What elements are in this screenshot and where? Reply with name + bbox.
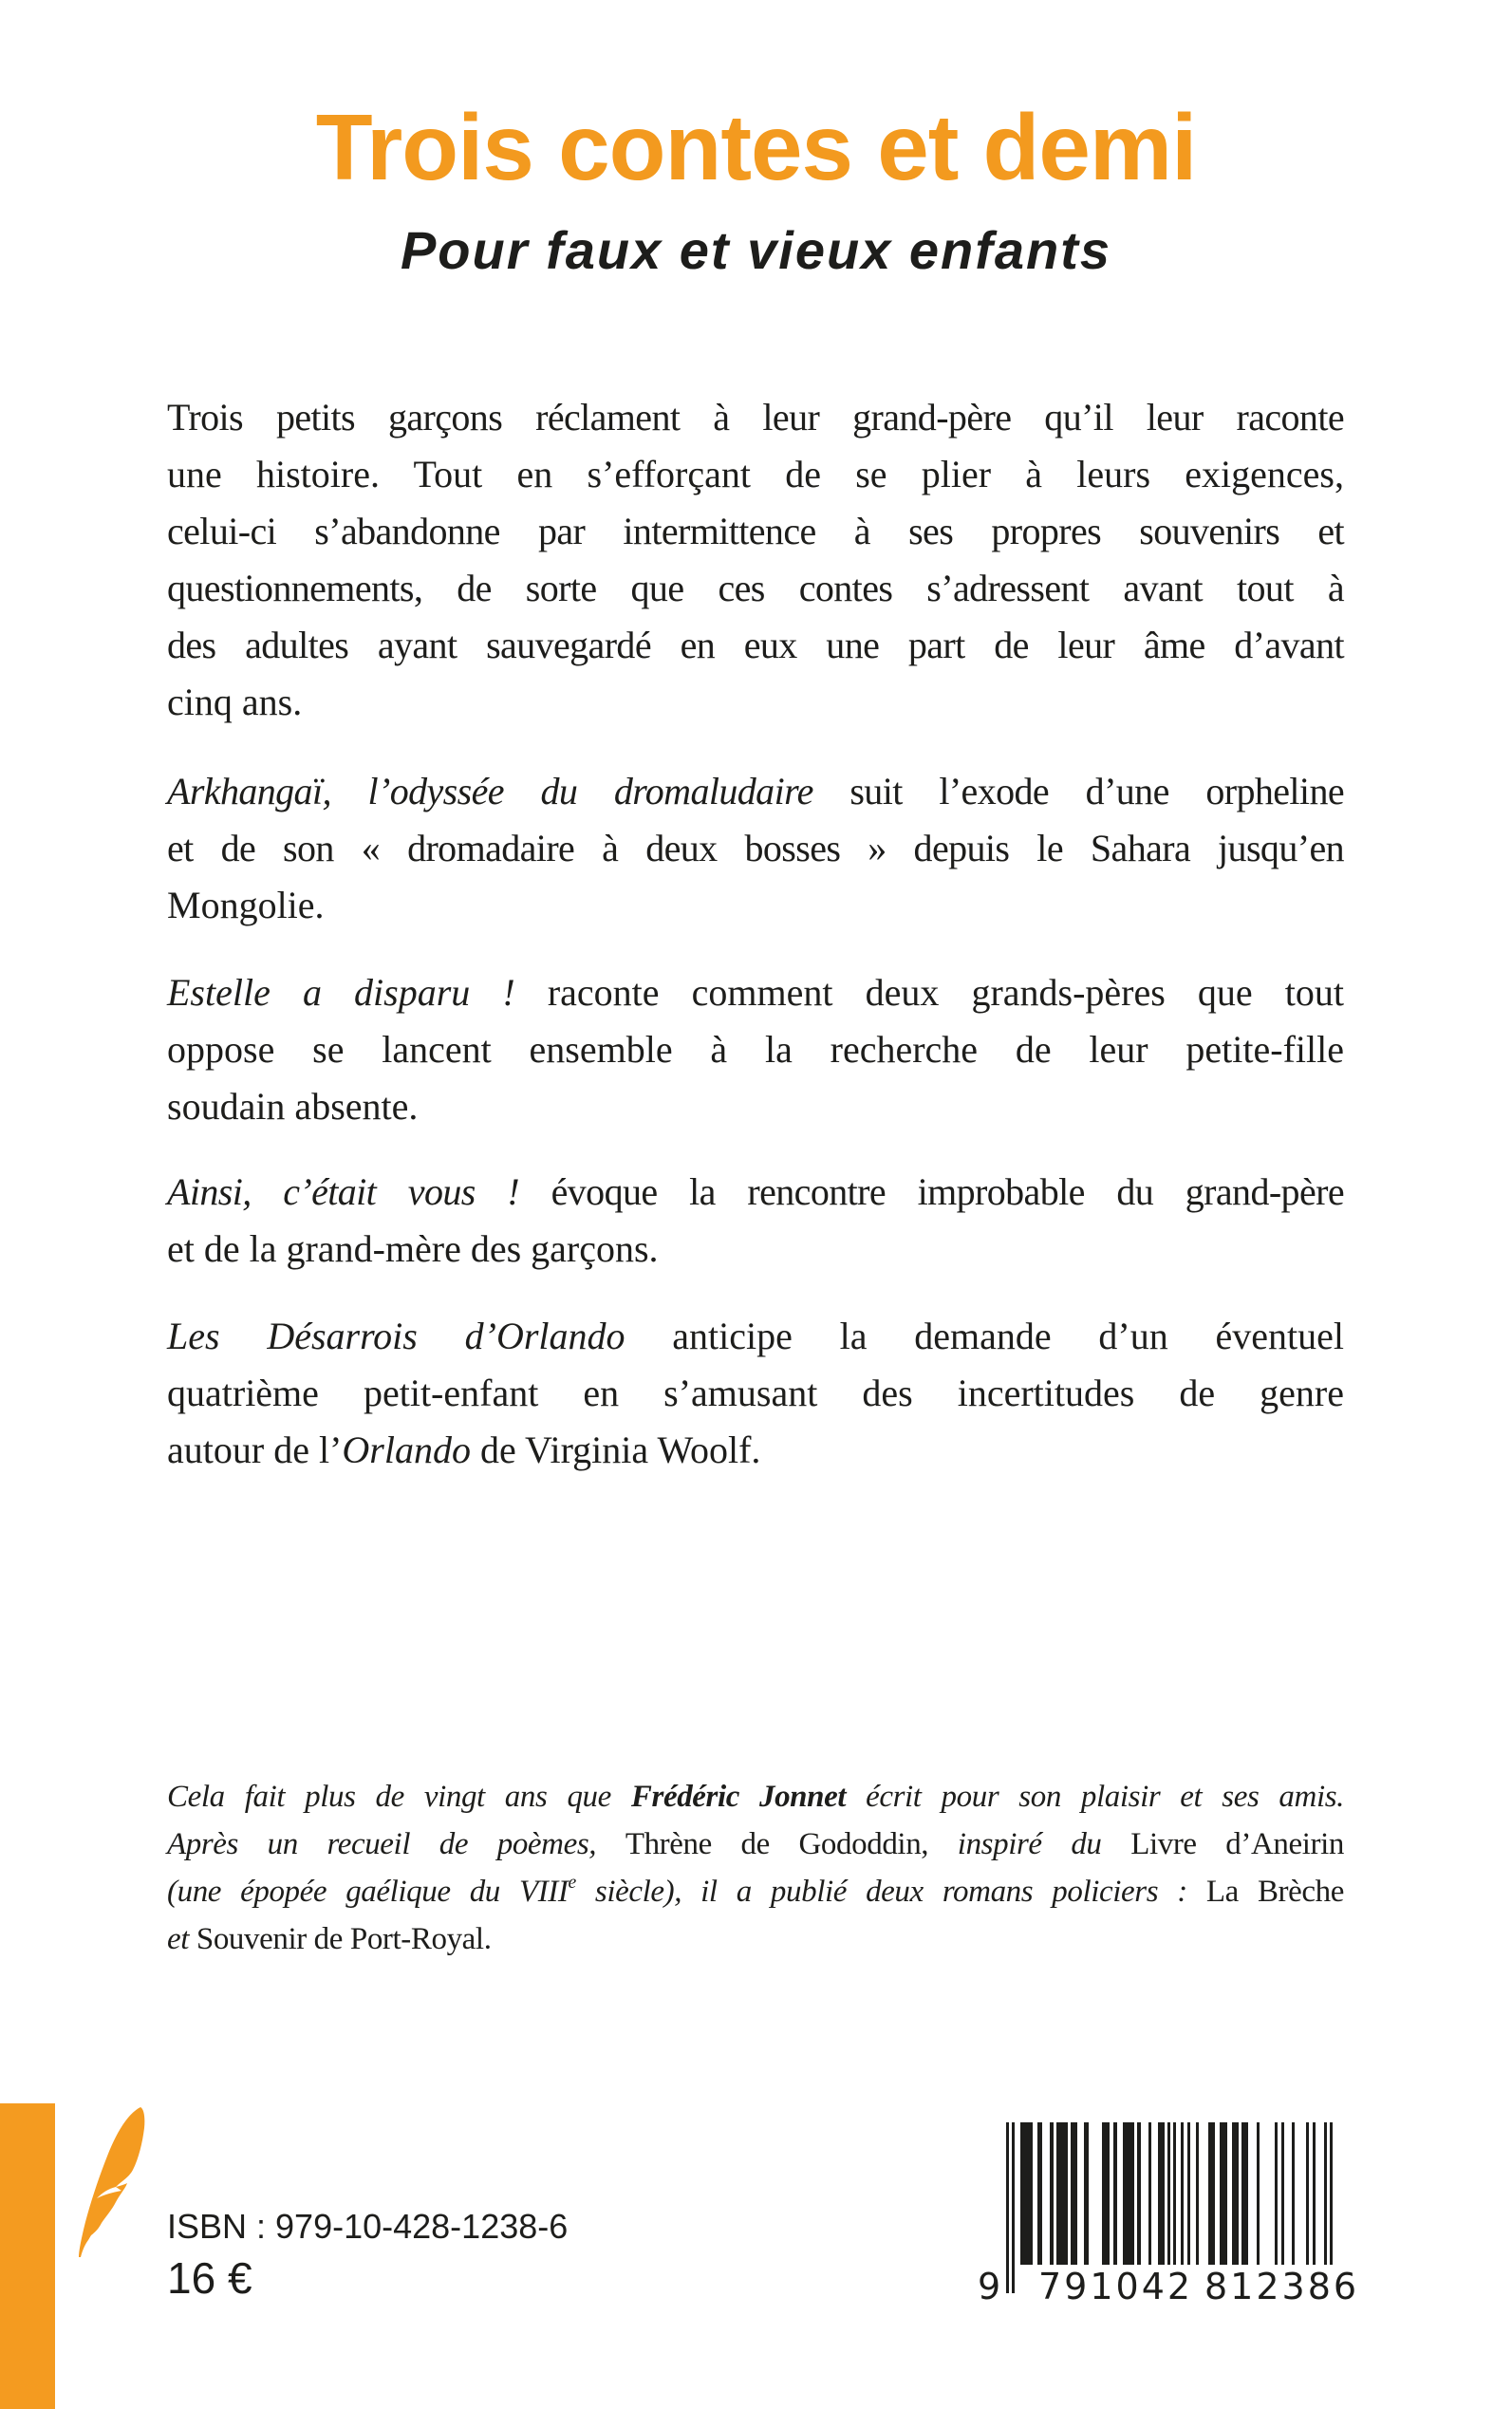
text-line: et Souvenir de Port-Royal. <box>167 1922 492 1956</box>
tale-title: Estelle a disparu ! <box>167 971 515 1014</box>
text-line: quatrième petit-enfant en s’amusant des incertitudes de genre <box>167 1372 1344 1414</box>
barcode-digits <box>970 2265 1360 2308</box>
text-line: et de la grand-mère des garçons. <box>167 1227 659 1270</box>
barcode-left-digits: 791042 <box>1038 2266 1194 2307</box>
text-line: oppose se lancent ensemble à la recherche de leur petite-fille <box>167 1028 1344 1071</box>
author-bio <box>167 1773 1344 1963</box>
tale-title: Ainsi, c’était vous ! <box>167 1170 520 1213</box>
tale-orlando <box>167 1308 1344 1479</box>
orange-accent-bar <box>0 2103 55 2409</box>
author-name: Frédéric Jonnet <box>630 1780 847 1814</box>
text-line: des adultes ayant sauvegardé en eux une part de leur âme d’avant <box>167 624 1344 666</box>
tale-estelle <box>167 964 1344 1135</box>
text-line: Après un recueil de poèmes, Thrène de Gododdin, inspiré du Livre d’Aneirin <box>167 1827 1344 1861</box>
price-label: 16 € <box>167 2253 252 2303</box>
book-subtitle: Pour faux et vieux enfants <box>400 220 1112 280</box>
feather-icon <box>72 2101 150 2259</box>
text-line: celui-ci s’abandonne par intermittence à ses propres souvenirs et <box>167 510 1344 552</box>
text-line: Arkhangaï, l’odyssée du dromaludaire suit l’exode d’une orpheline <box>167 770 1344 812</box>
barcode-first-digit: 9 <box>978 2266 1004 2307</box>
text-line: questionnements, de sorte que ces contes s’adressent avant tout à <box>167 567 1344 609</box>
tale-ainsi <box>167 1164 1344 1278</box>
text-line: Trois petits garçons réclament à leur grand-père qu’il leur raconte <box>167 396 1344 439</box>
barcode-right-digits: 812386 <box>1204 2266 1360 2307</box>
text-line: (une épopée gaélique du VIIIe siècle), il a publié deux romans policiers : La Brèche <box>167 1872 1344 1909</box>
text-line: et de son « dromadaire à deux bosses » depuis le Sahara jusqu’en <box>167 827 1344 869</box>
text-line: Ainsi, c’était vous ! évoque la rencontre improbable du grand-père <box>167 1170 1344 1213</box>
synopsis-intro <box>167 389 1344 731</box>
tale-title: Arkhangaï, l’odyssée du dromaludaire <box>167 770 813 812</box>
text-line: Estelle a disparu ! raconte comment deux grands-pères que tout <box>167 971 1344 1014</box>
tale-arkhangai <box>167 763 1344 934</box>
text-line: Les Désarrois d’Orlando anticipe la demande d’un éventuel <box>167 1315 1344 1357</box>
text-line: Cela fait plus de vingt ans que Frédéric Jonnet écrit pour son plaisir et ses amis. <box>167 1780 1345 1814</box>
isbn-label: ISBN : 979-10-428-1238-6 <box>167 2207 569 2246</box>
text-line: cinq ans. <box>167 681 303 723</box>
book-title: Trois contes et demi <box>315 95 1197 199</box>
text-line: soudain absente. <box>167 1085 419 1128</box>
tale-title: Les Désarrois d’Orlando <box>167 1315 625 1357</box>
text-line: une histoire. Tout en s’efforçant de se plier à leurs exigences, <box>167 453 1344 495</box>
text-line: Mongolie. <box>167 884 325 926</box>
text-line: autour de l’Orlando de Virginia Woolf. <box>167 1429 761 1471</box>
